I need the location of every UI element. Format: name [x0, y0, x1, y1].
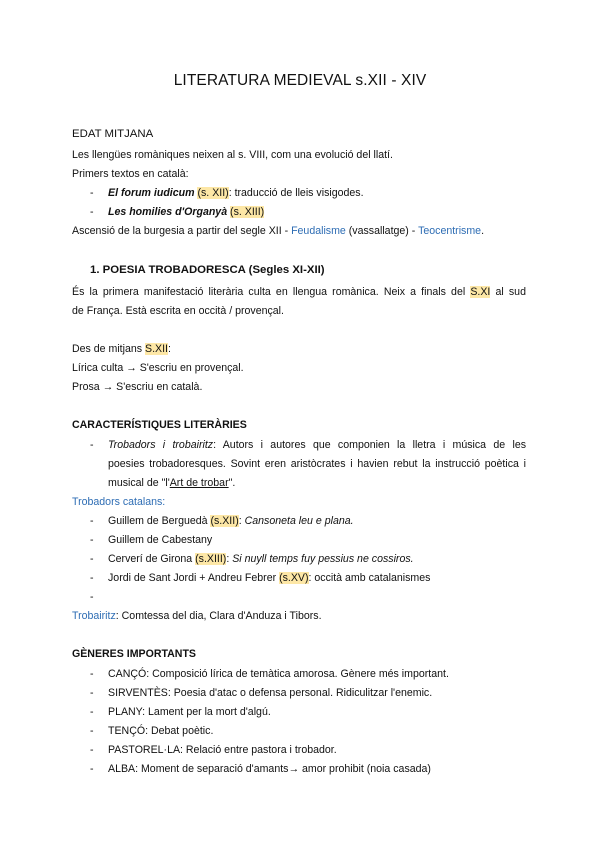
century-highlight: (s.XII)	[210, 515, 239, 527]
paragraph-trobairitz	[72, 609, 322, 623]
century-highlight: (s. XIII)	[230, 206, 265, 218]
troubadour-name: Cerverí de Girona	[108, 553, 196, 565]
label-trobairitz: Trobairitz	[72, 610, 116, 622]
bullet-dash: -	[90, 706, 94, 718]
bullet-dash: -	[90, 744, 94, 756]
list-item-jordi-sant-jordi	[108, 571, 430, 585]
label-trobadors-catalans: Trobadors catalans:	[72, 496, 166, 508]
century-highlight: (s.XIII)	[195, 553, 227, 565]
list-item-trobadors-line1	[108, 438, 526, 452]
page-title: LITERATURA MEDIEVAL s.XII - XIV	[173, 72, 427, 89]
text-span: : Comtessa del dia, Clara d'Anduza i Tibors.	[115, 610, 322, 622]
paragraph-des-de-mitjans	[72, 342, 171, 356]
list-item-homilies-organya	[108, 205, 264, 219]
work-title: Si nuyll temps fuy pessius ne cossiros.	[232, 553, 414, 565]
text-span: (vassallatge) -	[345, 225, 419, 237]
bullet-dash: -	[90, 206, 94, 218]
paragraph-llengues: Les llengües romàniques neixen al s. VIII, com una evolució del llatí.	[72, 149, 393, 161]
section-heading-caracteristiques: CARACTERÍSTIQUES LITERÀRIES	[72, 419, 247, 431]
section-heading-edat-mitjana: EDAT MITJANA	[72, 128, 154, 140]
list-item-trobadors-line2: poesies trobadoresques. Sovint eren aristòcrates i havien rebut la instrucció poètica i	[108, 458, 526, 470]
century-highlight: (s. XII)	[197, 187, 229, 199]
work-title: Les homilies d'Organyà	[108, 206, 228, 218]
bullet-dash: -	[90, 668, 94, 680]
bullet-dash: -	[90, 439, 94, 451]
troubadour-name: Guillem de Berguedà	[108, 515, 211, 527]
troubadour-name: Jordi de Sant Jordi + Andreu Febrer	[108, 572, 280, 584]
text-span: al sud	[495, 286, 526, 298]
list-item-genre-canco: CANÇÓ: Composició lírica de temàtica amorosa. Gènere més important.	[108, 668, 449, 680]
paragraph-ascensio-burgesia	[72, 224, 484, 238]
century-highlight: S.XII	[145, 343, 168, 355]
paragraph-primera-manifestacio	[72, 285, 526, 299]
list-item-genre-plany: PLANY: Lament per la mort d'algú.	[108, 706, 271, 718]
list-item-genre-sirventes: SIRVENTÈS: Poesia d'atac o defensa personal. Ridiculitzar l'enemic.	[108, 687, 433, 699]
paragraph-primers-textos: Primers textos en català:	[72, 168, 189, 180]
work-title: El forum iudicum	[108, 187, 195, 199]
paragraph-prosa: Prosa → S'escriu en català.	[72, 381, 203, 393]
text-span: És la primera manifestació literària culta en llengua romànica. Neix a finals del	[72, 286, 466, 298]
bullet-dash: -	[90, 553, 94, 565]
text-span: :	[167, 343, 171, 355]
list-item-genre-tenco: TENÇÓ: Debat poètic.	[108, 725, 214, 737]
text-span: : occità amb catalanismes	[308, 572, 431, 584]
bullet-dash: -	[90, 534, 94, 546]
item-text: : traducció de lleis visigodes.	[228, 187, 364, 199]
paragraph-franca: de França. Està escrita en occità / provençal.	[72, 305, 284, 317]
list-item-guillem-bergueda	[108, 514, 354, 528]
paragraph-lirica-culta: Lírica culta → S'escriu en provençal.	[72, 362, 244, 374]
link-teocentrisme[interactable]: Teocentrisme	[418, 225, 482, 237]
term-underlined: Art de trobar	[169, 477, 229, 489]
text-span: : Autors i autores que componien la lletra i música de les	[213, 439, 527, 451]
list-item-forum-iudicum	[108, 186, 364, 200]
list-item-genre-pastorella: PASTOREL·LA: Relació entre pastora i trobador.	[108, 744, 337, 756]
text-span: ".	[228, 477, 236, 489]
term-italic: Trobadors i trobairitz	[108, 439, 214, 451]
bullet-dash: -	[90, 763, 94, 775]
text-span: .	[481, 225, 485, 237]
text-span: Ascensió de la burgesia a partir del segle XII -	[72, 225, 292, 237]
work-title: Cansoneta leu e plana.	[244, 515, 354, 527]
bullet-dash-empty: -	[90, 591, 94, 603]
link-feudalisme[interactable]: Feudalisme	[291, 225, 346, 237]
century-highlight: S.XI	[470, 286, 491, 298]
bullet-dash: -	[90, 687, 94, 699]
bullet-dash: -	[90, 572, 94, 584]
section-heading-generes: GÈNERES IMPORTANTS	[72, 648, 196, 660]
section-heading-poesia-trobadoresca: 1. POESIA TROBADORESCA (Segles XI-XII)	[90, 264, 325, 276]
list-item-genre-alba: ALBA: Moment de separació d'amants→ amor prohibit (noia casada)	[108, 763, 431, 775]
text-span: Des de mitjans	[72, 343, 146, 355]
list-item-guillem-cabestany: Guillem de Cabestany	[108, 534, 213, 546]
list-item-trobadors-line3	[108, 476, 235, 490]
bullet-dash: -	[90, 725, 94, 737]
bullet-dash: -	[90, 187, 94, 199]
list-item-cerveri-girona	[108, 552, 414, 566]
text-span: :	[226, 553, 233, 565]
text-span: :	[238, 515, 245, 527]
bullet-dash: -	[90, 515, 94, 527]
text-span: musical de "l'	[108, 477, 170, 489]
century-highlight: (s.XV)	[279, 572, 309, 584]
